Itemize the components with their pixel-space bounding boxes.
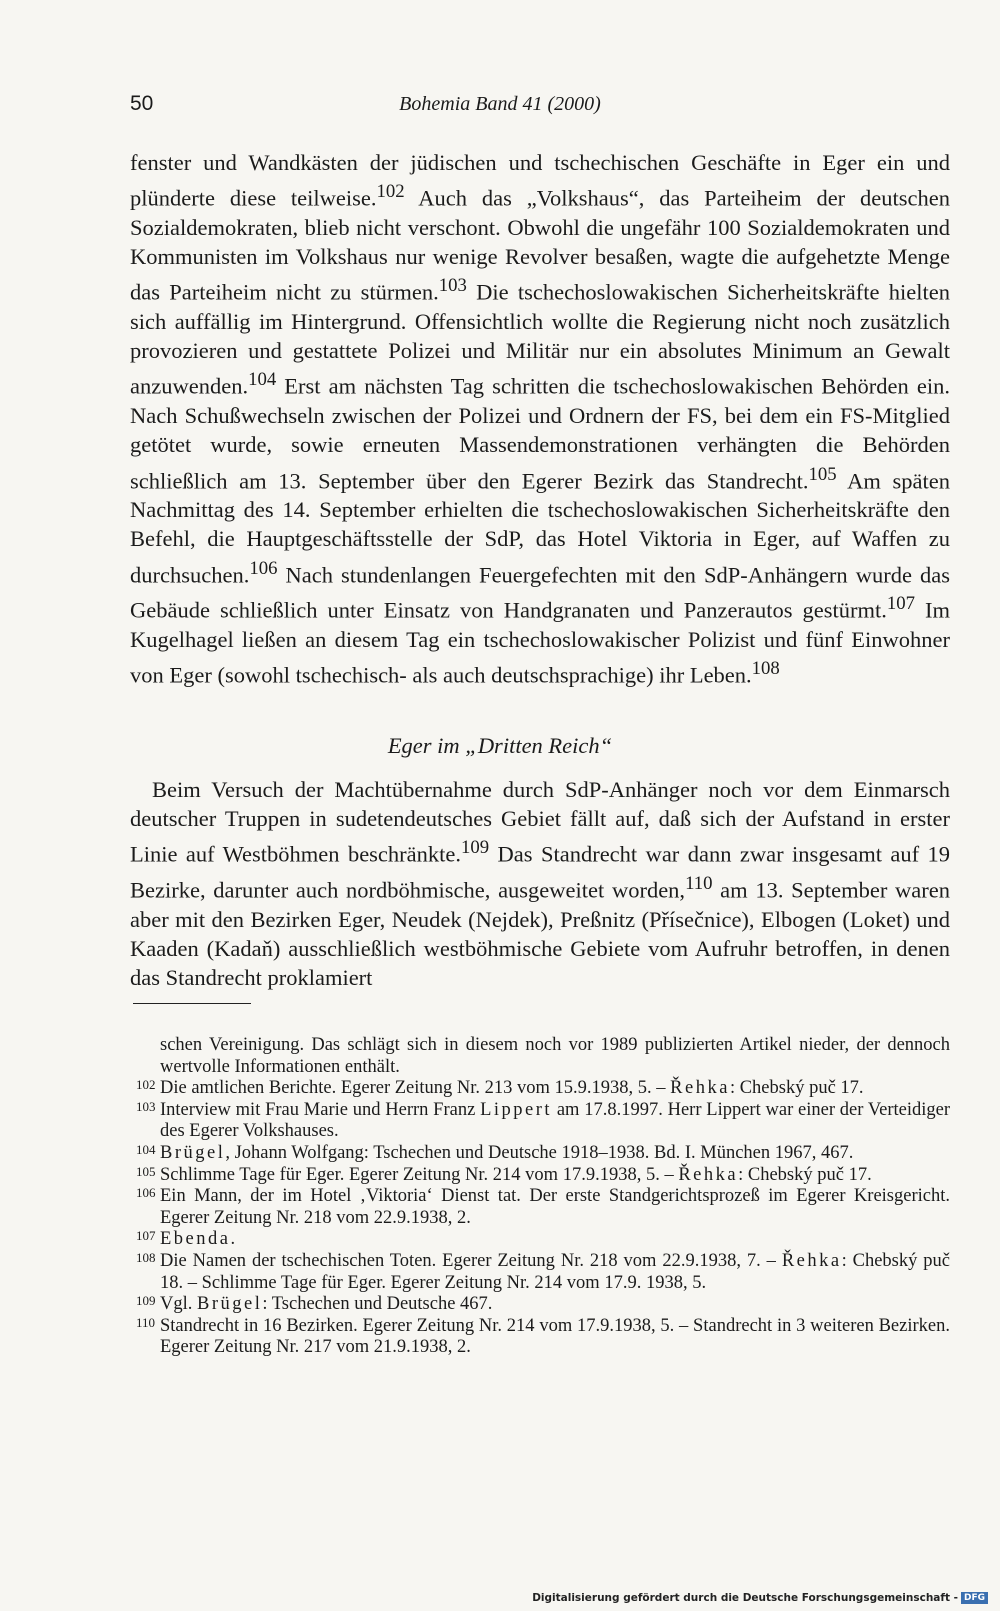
text-segment: Auch das „Volkshaus“, das Parteiheim der deutschen Sozialdemokraten, blieb nicht verschont. Obwohl die ungefähr 100 Sozialdemokraten und Kommunisten im Volkshaus nur wenige Revolver besaßen, wagte die aufgehetzte Menge das Parteiheim nicht zu stürmen.: [130, 185, 950, 305]
footnote-text: , Johann Wolfgang: Tschechen und Deutsche 1918–1938. Bd. I. München 1967, 467.: [225, 1142, 854, 1163]
footnote-author: Řehka: [670, 1078, 730, 1099]
footnote-author: Brügel: [197, 1294, 263, 1315]
footnote-number: 105: [136, 1163, 156, 1179]
footnote-number: 109: [136, 1293, 156, 1309]
footnote-author: Řehka: [781, 1250, 842, 1271]
text-segment: fenster und Wandkästen der jüdischen und tschechischen Geschäfte in Eger ein und plünderte diese teilweise.: [130, 150, 950, 211]
text-segment: Die tschechoslowakischen Sicherheitskräfte hielten sich auffällig im Hintergrund. Offensichtlich wollte die Regierung nicht noch zusätzlich provozieren und gestattete Polizei und Militär nur ein absolutes Minimum an Gewalt anzuwenden.: [130, 279, 950, 399]
footnote-ref[interactable]: 106: [249, 557, 278, 579]
footnote-item: [128, 1143, 950, 1165]
footnote-ref[interactable]: 104: [248, 369, 277, 391]
footnote-number: 106: [136, 1185, 156, 1201]
footnote-item: [128, 1100, 950, 1143]
footnote-number: 102: [136, 1077, 156, 1093]
footnote-author: Ebenda: [160, 1229, 231, 1250]
footnote-separator: [133, 1003, 251, 1004]
section-heading: Eger im „Dritten Reich“: [387, 733, 613, 758]
footnote-number: 107: [136, 1228, 156, 1244]
footnote-text: : Chebský puč 17.: [729, 1078, 864, 1099]
footnote-text: am 17.8.1997. Herr Lippert war einer der Verteidiger des Egerer Volkshauses.: [160, 1099, 951, 1142]
footnote-ref[interactable]: 110: [685, 873, 713, 895]
footnote-item: [128, 1251, 950, 1294]
footnote-item: [128, 1316, 950, 1359]
footnote-text: Standrecht in 16 Bezirken. Egerer Zeitung Nr. 214 vom 17.9.1938, 5. – Standrecht in 3 weiteren Bezirken. Egerer Zeitung Nr. 217 vom 21.9.1938, 2.: [160, 1315, 950, 1358]
page-number: 50: [130, 92, 154, 115]
running-title: Bohemia Band 41 (2000): [399, 93, 601, 115]
footnote-text: Die Namen der tschechischen Toten. Egerer Zeitung Nr. 218 vom 22.9.1938, 7. –: [160, 1250, 782, 1271]
footnote-ref[interactable]: 108: [751, 658, 780, 680]
footnote-item: [128, 1165, 950, 1187]
footnote-author: Řehka: [678, 1164, 739, 1185]
text-segment: Erst am nächsten Tag schritten die tschechoslowakischen Behörden ein. Nach Schußwechseln zwischen der Polizei und Ordnern der FS, bei dem ein FS-Mitglied getötet wurde, sowie erneuten Massendemonstrationen verhängten die Behörden schließlich am 13. September über den Egerer Bezirk das Standrecht.: [130, 373, 950, 494]
body-paragraph-2: [130, 775, 950, 992]
footnote-list: [128, 1078, 950, 1359]
footnote-continuation: schen Vereinigung. Das schlägt sich in diesem noch vor 1989 publizierten Artikel nieder, der dennoch wertvolle Informationen enthält.: [160, 1035, 950, 1077]
text-segment: Das Standrecht war dann zwar insgesamt auf 19 Bezirke, darunter auch nordböhmische, ausgeweitet worden,: [130, 841, 950, 903]
footnote-number: 110: [136, 1314, 156, 1330]
footnote-text: : Tschechen und Deutsche 467.: [262, 1294, 493, 1315]
footnote-text: Ein Mann, der im Hotel ‚Viktoria‘ Dienst tat. Der erste Standgerichtsprozeß im Egerer Kreisgericht. Egerer Zeitung Nr. 218 vom 22.9.1938, 2.: [160, 1186, 950, 1228]
footnote-item: [128, 1229, 950, 1251]
credit-text: Digitalisierung gefördert durch die Deutsche Forschungsgemeinschaft -: [532, 1592, 958, 1604]
text-segment: am 13. September waren aber mit den Bezirken Eger, Neudek (Nejdek), Preßnitz (Přísečnice), Elbogen (Loket) und Kaaden (Kadaň) ausschließlich westböhmische Gebiete vom Aufruhr betroffen, in denen das Standrecht proklamiert: [130, 877, 950, 991]
footnote-number: 104: [136, 1141, 156, 1157]
footnote-text: Schlimme Tage für Eger. Egerer Zeitung Nr. 214 vom 17.9.1938, 5. –: [160, 1164, 679, 1185]
footnotes: [128, 1035, 950, 1359]
footnote-item: [128, 1186, 950, 1229]
footnote-text: : Chebský puč 18. – Schlimme Tage für Eger. Egerer Zeitung Nr. 214 vom 17.9. 1938, 5.: [160, 1250, 950, 1293]
digitization-credit: [532, 1592, 988, 1604]
text-segment: Nach stundenlangen Feuergefechten mit den SdP-Anhängern wurde das Gebäude schließlich unter Einsatz von Handgranaten und Panzerautos gestürmt.: [130, 562, 950, 623]
footnote-item: [128, 1078, 950, 1100]
footnote-author: Brügel: [160, 1142, 226, 1163]
footnote-text: Die amtlichen Berichte. Egerer Zeitung Nr. 213 vom 15.9.1938, 5. –: [160, 1078, 671, 1099]
footnote-number: 108: [136, 1249, 156, 1265]
footnote-text: : Chebský puč 17.: [738, 1164, 872, 1185]
footnote-text: Vgl.: [160, 1294, 197, 1315]
footnote-text: Interview mit Frau Marie und Herrn Franz: [160, 1099, 481, 1120]
footnote-text: .: [230, 1229, 236, 1250]
text-segment: Am späten Nachmittag des 14. September erhielten die tschechoslowakischen Sicherheitskräfte den Befehl, die Hauptgeschäftsstelle der SdP, das Hotel Viktoria in Eger, auf Waffen zu durchsuchen.: [130, 468, 950, 588]
footnote-number: 103: [136, 1098, 156, 1114]
text-segment: Beim Versuch der Machtübernahme durch SdP-Anhänger noch vor dem Einmarsch deutscher Truppen in sudetendeutsches Gebiet fällt auf, daß sich der Aufstand in erster Linie auf Westböhmen beschränkte.: [130, 777, 950, 867]
footnote-ref[interactable]: 102: [376, 181, 405, 203]
footnote-item: [128, 1294, 950, 1316]
footnote-ref[interactable]: 103: [438, 275, 467, 297]
footnote-ref[interactable]: 107: [886, 593, 915, 615]
dfg-logo: DFG: [961, 1592, 988, 1604]
text-segment: Im Kugelhagel ließen an diesem Tag ein tschechoslowakischer Polizist und fünf Einwohner von Eger (sowohl tschechisch- als auch deutschsprachige) ihr Leben.: [130, 597, 950, 688]
footnote-author: Lippert: [480, 1099, 553, 1120]
body-paragraph-1: [130, 148, 950, 690]
footnote-ref[interactable]: 109: [461, 837, 490, 859]
footnote-ref[interactable]: 105: [808, 463, 837, 485]
